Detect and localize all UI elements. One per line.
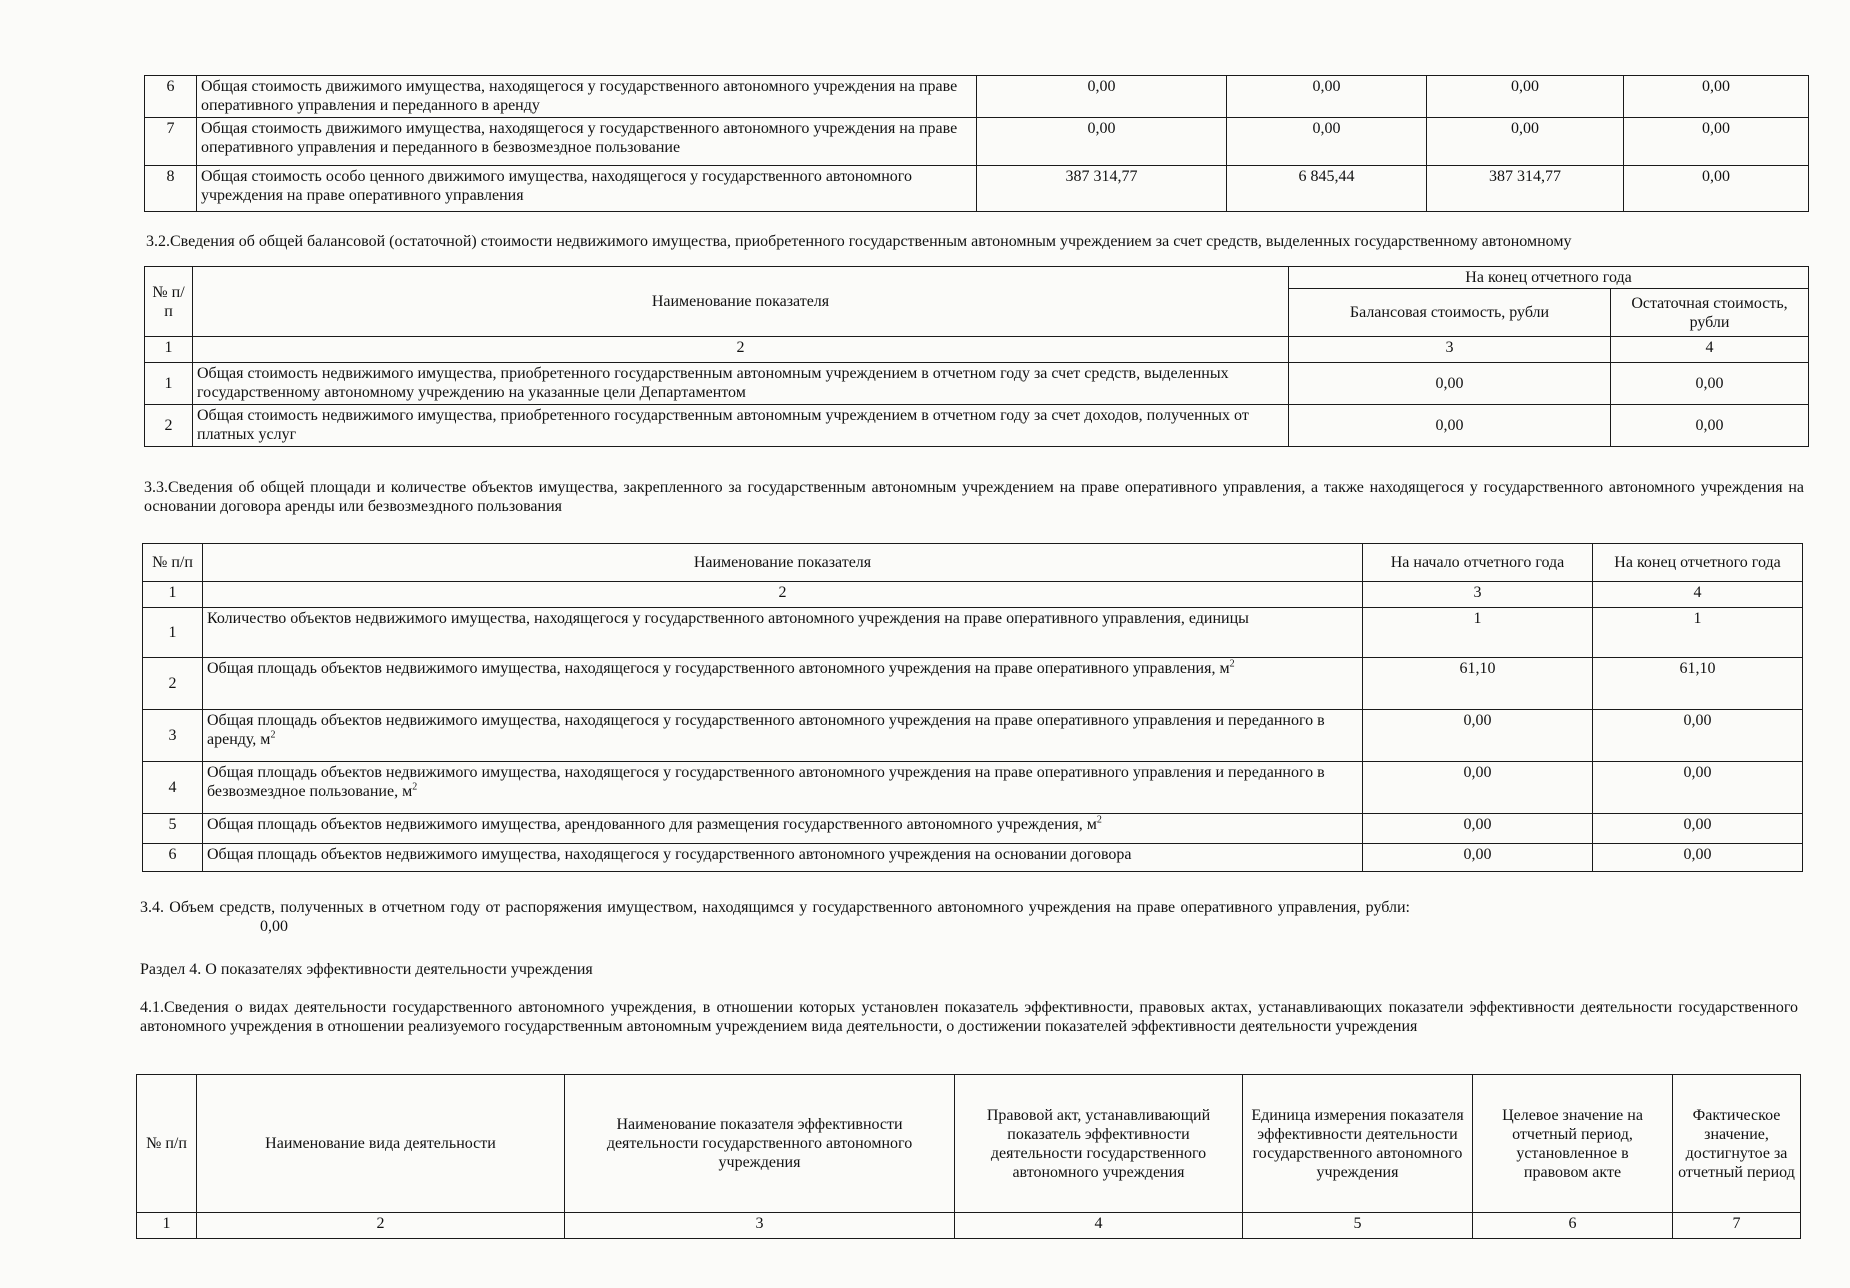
row-name-text: Общая площадь объектов недвижимого имущества, находящегося у государственного автономного учреждения на праве оперативного управления, м [207,660,1230,677]
row-value: 1 [1363,608,1593,658]
row-value: 0,00 [1593,710,1803,762]
header-legal-act: Правовой акт, устанавливающий показатель эффективности деятельности государственного автономного учреждения [955,1075,1243,1213]
table-row [145,405,1809,447]
header-target-value: Целевое значение на отчетный период, установленное в правовом акте [1473,1075,1673,1213]
section-4-heading: Раздел 4. О показателях эффективности деятельности учреждения [140,961,593,978]
index-cell: 1 [145,337,193,363]
row-value: 0,00 [1427,118,1624,166]
row-number: 4 [143,762,203,814]
row-value: 0,00 [1593,762,1803,814]
superscript: 2 [1096,814,1102,826]
table-row [143,608,1803,658]
index-cell: 2 [197,1213,565,1239]
row-value: 0,00 [1624,76,1809,118]
row-value: 0,00 [1624,166,1809,212]
row-name-text: Общая площадь объектов недвижимого имущества, арендованного для размещения государственного автономного учреждения, м [207,816,1097,833]
row-value: 0,00 [977,118,1227,166]
table-row [145,118,1809,166]
table-row [145,363,1809,405]
row-value: 0,00 [1289,363,1611,405]
table-row [143,710,1803,762]
table-row [145,76,1809,118]
index-cell: 3 [1363,582,1593,608]
row-name-text: Количество объектов недвижимого имущества, находящегося у государственного автономного учреждения на праве оперативного управления, единицы [207,610,1249,627]
row-number: 8 [145,166,197,212]
row-value: 0,00 [977,76,1227,118]
row-value: 61,10 [1593,658,1803,710]
row-name-text: Общая площадь объектов недвижимого имущества, находящегося у государственного автономного учреждения на праве оперативного управления и переданного в аренду, м [207,712,1325,748]
index-row [143,582,1803,608]
table-row [143,658,1803,710]
header-name: Наименование показателя [203,544,1363,582]
row-name: Общая стоимость недвижимого имущества, приобретенного государственным автономным учреждением в отчетном году за счет доходов, полученных от платных услуг [193,405,1289,447]
header-residual-value: Остаточная стоимость, рубли [1611,289,1809,337]
index-row [137,1213,1801,1239]
row-number: 5 [143,814,203,844]
table-row [145,166,1809,212]
row-name-text: Общая площадь объектов недвижимого имущества, находящегося у государственного автономного учреждения на праве оперативного управления и переданного в безвозмездное пользование, м [207,764,1325,800]
row-value: 0,00 [1363,844,1593,872]
row-value: 0,00 [1611,405,1809,447]
header-num: № п/п [137,1075,197,1213]
row-name-text: Общая площадь объектов недвижимого имущества, находящегося у государственного автономного учреждения на основании договора [207,846,1132,863]
row-number: 3 [143,710,203,762]
index-cell: 4 [1593,582,1803,608]
property-area-table [142,543,1803,872]
section-4-1-heading: 4.1.Сведения о видах деятельности государственного автономного учреждения, в отношении которых установлен показатель эффективности, правовых актах, устанавливающих показатели эффективности деятельности государственного автономного учреждения в отношении реализуемого государственным автономным учреждением вида деятельности, о достижении показателей эффективности деятельности учреждения [140,999,1798,1035]
index-row [145,337,1809,363]
index-cell: 5 [1243,1213,1473,1239]
row-value: 0,00 [1624,118,1809,166]
header-actual-value: Фактическое значение, достигнутое за отчетный период [1673,1075,1801,1213]
row-value: 387 314,77 [977,166,1227,212]
row-name [203,814,1363,844]
row-number: 6 [145,76,197,118]
row-number: 1 [145,363,193,405]
index-cell: 3 [1289,337,1611,363]
table-row [143,844,1803,872]
header-row [143,544,1803,582]
index-cell: 4 [1611,337,1809,363]
row-name [203,844,1363,872]
row-value: 0,00 [1593,844,1803,872]
header-num: № п/п [145,267,193,337]
row-value: 0,00 [1363,710,1593,762]
header-row [145,267,1809,289]
header-activity-type: Наименование вида деятельности [197,1075,565,1213]
index-cell: 2 [203,582,1363,608]
row-value: 0,00 [1427,76,1624,118]
index-cell: 2 [193,337,1289,363]
index-cell: 6 [1473,1213,1673,1239]
row-value: 0,00 [1289,405,1611,447]
row-value: 0,00 [1611,363,1809,405]
header-balance-value: Балансовая стоимость, рубли [1289,289,1611,337]
row-value: 0,00 [1227,118,1427,166]
section-3-2-heading: 3.2.Сведения об общей балансовой (остаточной) стоимости недвижимого имущества, приобретенного государственным автономным учреждением за счет средств, выделенных государственному автономному [146,233,1572,250]
header-num: № п/п [143,544,203,582]
superscript: 2 [1229,658,1235,670]
row-name [203,710,1363,762]
section-3-4-text [140,898,1410,936]
row-number: 6 [143,844,203,872]
index-cell: 7 [1673,1213,1801,1239]
row-number: 2 [143,658,203,710]
row-number: 1 [143,608,203,658]
real-estate-acquired-table [144,266,1809,447]
row-name: Общая стоимость особо ценного движимого имущества, находящегося у государственного автономного учреждения на праве оперативного управления [197,166,977,212]
superscript: 2 [270,729,276,741]
efficiency-indicators-table [136,1074,1801,1239]
row-name: Общая стоимость недвижимого имущества, приобретенного государственным автономным учреждением в отчетном году за счет средств, выделенных государственному автономному учреждению на указанные цели Департаментом [193,363,1289,405]
index-cell: 1 [137,1213,197,1239]
row-number: 7 [145,118,197,166]
row-value: 387 314,77 [1427,166,1624,212]
row-name [203,658,1363,710]
row-name: Общая стоимость движимого имущества, находящегося у государственного автономного учреждения на праве оперативного управления и переданного в аренду [197,76,977,118]
row-value: 0,00 [1593,814,1803,844]
section-3-3-heading: 3.3.Сведения об общей площади и количестве объектов имущества, закрепленного за государственным автономным учреждением на праве оперативного управления, а также находящегося у государственного автономного учреждения на основании договора аренды или безвозмездного пользования [144,479,1804,515]
header-indicator-name: Наименование показателя эффективности деятельности государственного автономного учреждения [565,1075,955,1213]
index-cell: 4 [955,1213,1243,1239]
header-row [137,1075,1801,1213]
row-name: Общая стоимость движимого имущества, находящегося у государственного автономного учреждения на праве оперативного управления и переданного в безвозмездное пользование [197,118,977,166]
section-3-4-value: 0,00 [260,918,288,935]
movable-property-table [144,75,1809,212]
superscript: 2 [412,781,418,793]
header-unit: Единица измерения показателя эффективности деятельности государственного автономного учреждения [1243,1075,1473,1213]
row-value: 0,00 [1363,762,1593,814]
header-start-of-year: На начало отчетного года [1363,544,1593,582]
row-value: 0,00 [1227,76,1427,118]
header-end-of-year: На конец отчетного года [1593,544,1803,582]
header-name: Наименование показателя [193,267,1289,337]
row-name [203,762,1363,814]
table-row [143,762,1803,814]
row-value: 0,00 [1363,814,1593,844]
row-name [203,608,1363,658]
section-3-4-label: 3.4. Объем средств, полученных в отчетном году от распоряжения имуществом, находящимся у государственного автономного учреждения на праве оперативного управления, рубли: [140,899,1410,916]
row-value: 1 [1593,608,1803,658]
index-cell: 3 [565,1213,955,1239]
row-number: 2 [145,405,193,447]
row-value: 61,10 [1363,658,1593,710]
table-row [143,814,1803,844]
row-value: 6 845,44 [1227,166,1427,212]
header-end-of-year: На конец отчетного года [1289,267,1809,289]
index-cell: 1 [143,582,203,608]
